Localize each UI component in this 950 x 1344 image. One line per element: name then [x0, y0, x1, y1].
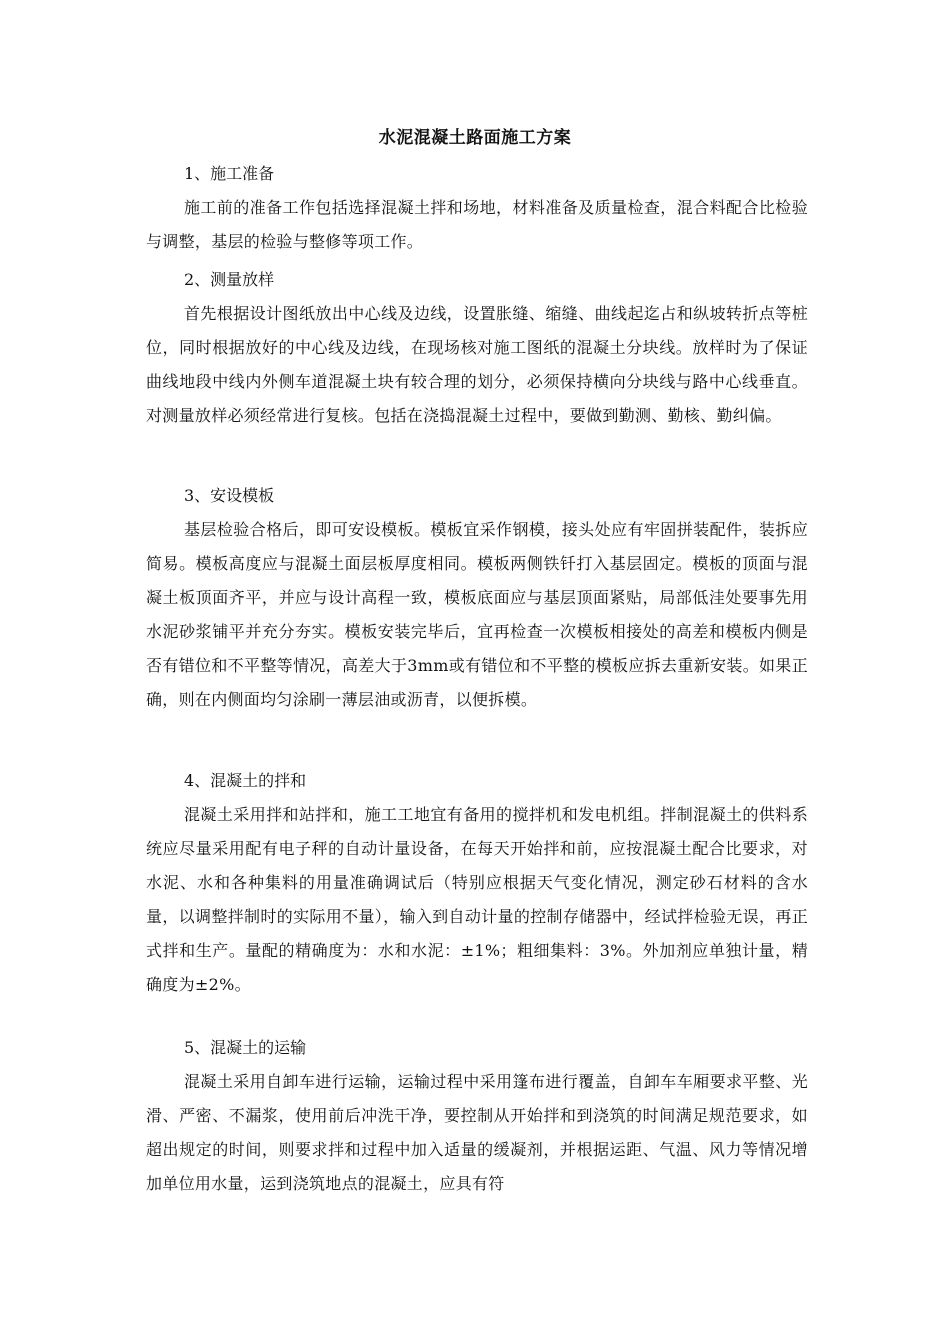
section-heading-5: 5、混凝土的运输 [184, 1038, 307, 1057]
section-heading-3: 3、安设模板 [184, 486, 275, 505]
section-body-1: 施工前的准备工作包括选择混凝土拌和场地，材料准备及质量检查，混合料配合比检验与调整，基层的检验与整修等项工作。 [146, 198, 808, 251]
section-body-4: 混凝土采用拌和站拌和，施工工地宜有备用的搅拌机和发电机组。拌制混凝土的供料系统应尽量采用配有电子秤的自动计量设备，在每天开始拌和前，应按混凝土配合比要求，对水泥、水和各种集料的用量准确调试后（特别应根据天气变化情况，测定砂石材料的含水量，以调整拌制时的实际用不量），输入到自动计量的控制存储器中，经试拌检验无误，再正式拌和生产。量配的精确度为：水和水泥：±1%；粗细集料：3%。外加剂应单独计量，精确度为±2%。 [146, 805, 808, 994]
document-title: 水泥混凝土路面施工方案 [378, 128, 572, 148]
section-heading-1: 1、施工准备 [184, 164, 275, 183]
section-body-3: 基层检验合格后，即可安设模板。模板宜采作钢模，接头处应有牢固拼装配件，装拆应简易。模板高度应与混凝土面层板厚度相同。模板两侧铁钎打入基层固定。模板的顶面与混凝土板顶面齐平，并应与设计高程一致，模板底面应与基层顶面紧贴，局部低洼处要事先用水泥砂浆铺平并充分夯实。模板安装完毕后，宜再检查一次模板相接处的高差和模板内侧是否有错位和不平整等情况，高差大于3mm或有错位和不平整的模板应拆去重新安装。如果正确，则在内侧面均匀涂刷一薄层油或沥青，以便拆模。 [146, 520, 808, 709]
section-heading-4: 4、混凝土的拌和 [184, 771, 307, 790]
section-body-2: 首先根据设计图纸放出中心线及边线，设置胀缝、缩缝、曲线起迄占和纵坡转折点等桩位，同时根据放好的中心线及边线，在现场核对施工图纸的混凝土分块线。放样时为了保证曲线地段中线内外侧车道混凝土块有较合理的划分，必须保持横向分块线与路中心线垂直。对测量放样必须经常进行复核。包括在浇捣混凝土过程中，要做到勤测、勤核、勤纠偏。 [146, 304, 808, 425]
section-body-5: 混凝土采用自卸车进行运输，运输过程中采用篷布进行覆盖，自卸车车厢要求平整、光滑、严密、不漏浆，使用前后冲洗干净，要控制从开始拌和到浇筑的时间满足规范要求，如超出规定的时间，则要求拌和过程中加入适量的缓凝剂，并根据运距、气温、风力等情况增加单位用水量，运到浇筑地点的混凝土，应具有符 [146, 1072, 808, 1193]
section-heading-2: 2、测量放样 [184, 270, 275, 289]
